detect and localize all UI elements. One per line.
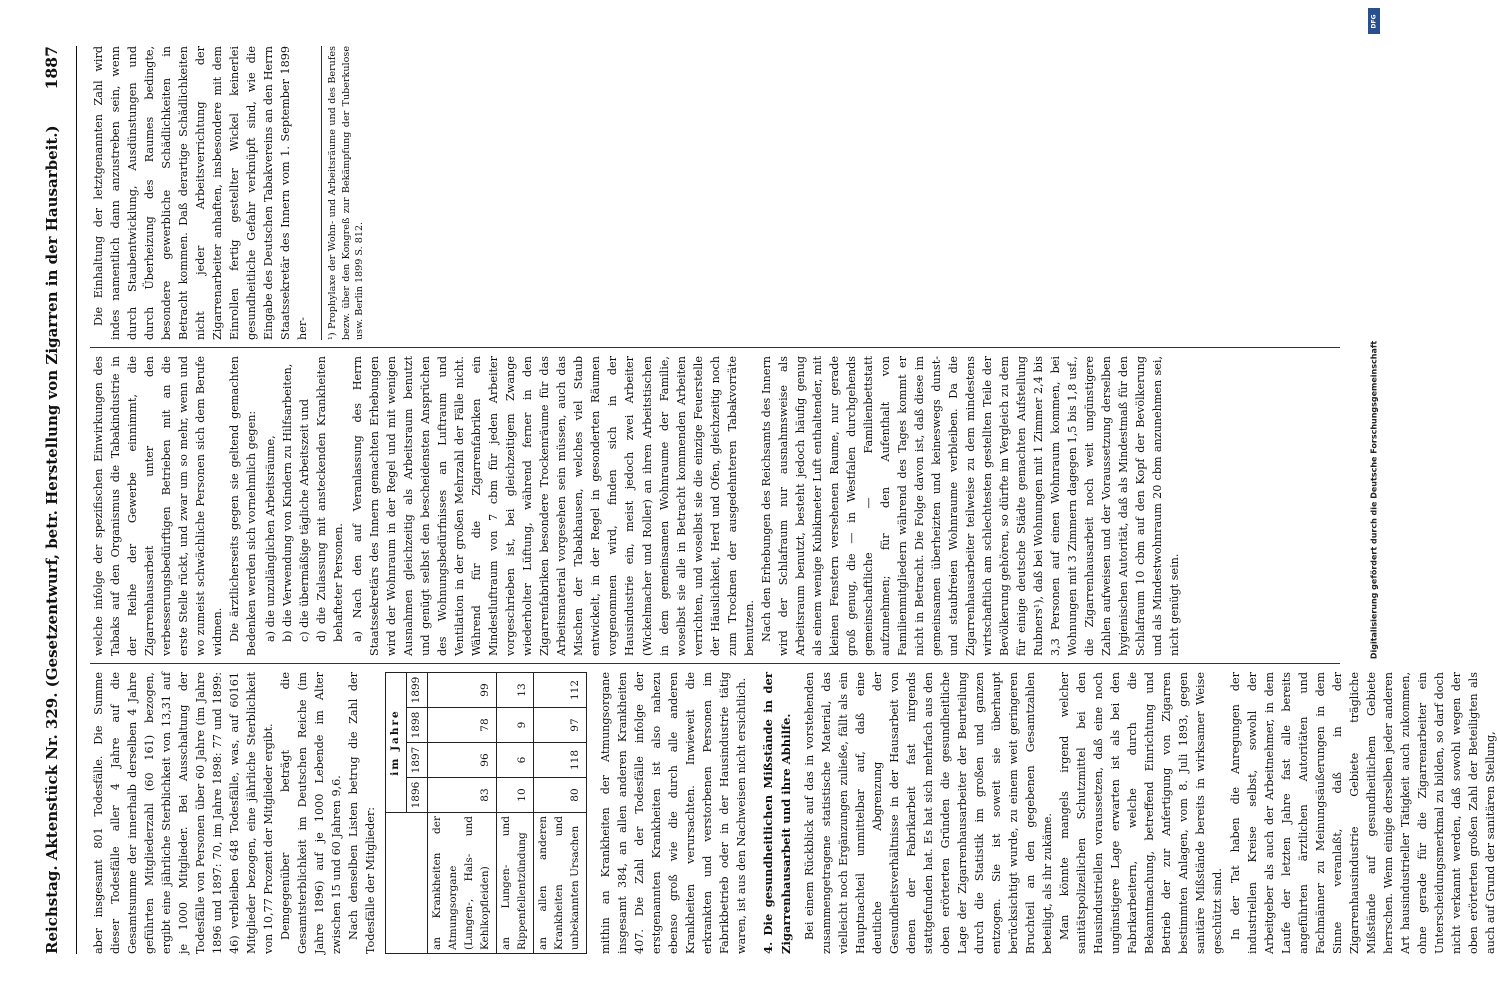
objection-list	[262, 356, 347, 642]
cell: 80	[533, 778, 586, 813]
list-item: d) die Zulassung mit ansteckenden Krankheiten behafteter Personen.	[315, 356, 346, 642]
list-item: c) die übermäßige tägliche Arbeitszeit und	[298, 399, 312, 642]
cell: 13	[496, 673, 533, 708]
paragraph: In der Tat haben die Anregungen der industriellen Kreise selbst, sowohl der Arbeitgeber als auch der Arbeitnehmer, in dem Laufe der letzten Jahre fast alle bereits angeführten ärztlichen Autoritäten und Fachmänner zu Meinungsäußerungen in dem Sinne veranlaßt, daß in der Zigarrenhausindustrie Gebiete trägliche Mißstände auf gesundheitlichem Gebiete herrschen. Wenn einige derselben jeder anderen Art hausindustrieller Tätigkeit auch zukommen, ohne gerade für die Zigarrenarbeiter ein Unterscheidungsmerkmal zu bilden, so darf doch nicht verkannt werden, daß sowohl wegen der oben erörterten großen Zahl der Beteiligten als auch auf Grund der sanitären Stellung,	[1228, 672, 1497, 954]
paragraph: Die Einhaltung der letztgenannten Zahl wird indes namentlich dann anzustreben sein, wenn durch Staubentwicklung, Ausdünstungen und durch Überheizung des Raumes bedingte, besondere gewerbliche Schädlichkeiten in Betracht kommen. Daß derartige Schädlichkeiten nicht jeder Arbeitsverrichtung der Zigarrenarbeiter anhaften, insbesondere mit dem Einrollen fertig gestellter Wickel keinerlei gesundheitliche Gefahr verknüpft sind, wie die Eingabe des Deutschen Tabakvereins an den Herrn Staatssekretär des Innern vom 1. September 1899 her-	[92, 46, 310, 340]
year-header: 1899	[407, 673, 428, 708]
paragraph: mithin an Krankheiten der Atmungsorgane insgesamt 384, an allen anderen Krankheiten 407. Die Zahl der Todesfälle infolge der erstgenannten Krankheiten ist also nahezu ebenso groß wie die durch alle anderen Krankheiten verursachten. Inwieweit die erkrankten und verstorbenen Personen im Fabrikbetrieb oder in der Hausindustrie tätig waren, ist aus den Nachweisen nicht ersichtlich.	[598, 672, 748, 954]
paragraph: Man könnte mangels irgend welcher sanitätspolizeilichen Schutzmittel bei den Hausindustriellen voraussetzen, daß eine noch ungünstigere Lage erwarten ist als bei den Fabrikarbeitern, welche durch die Bekanntmachung, betreffend Einrichtung und Betrieb der zur Anfertigung von Zigarren bestimmten Anlagen, vom 8. Juli 1893, gegen sanitäre Mißstände bereits in wirksamer Weise geschützt sind.	[1058, 672, 1225, 954]
footnote: ¹) Prophylaxe der Wohn- und Arbeitsräume und des Berufes bezw. über den Kongreß zur Bekämpfung der Tuberkulose usw. Berlin 1899 S. 812.	[321, 46, 366, 340]
page-number: 1887	[42, 46, 61, 90]
paragraph: a) Nach den auf Veranlassung des Herrn Staatssekretärs des Innern gemachten Erhebungen wird der Wohnraum in der Regel und mit wenigen Ausnahmen gleichzeitig als Arbeitsraum benutzt und genügt selbst den bescheidensten Ansprüchen des Wohnungsbedürfnisses an Luftraum und Ventilation in der großen Mehrzahl der Fälle nicht. Während für die Zigarrenfabriken ein Mindestluftraum von 7 cbm für jeden Arbeiter vorgeschrieben ist, bei gleichzeitigem Zwange wiederholter Lüftung, während ferner in den Zigarrenfabriken besondere Trockenräume für das Arbeitsmaterial vorgesehen sein müssen, auch das Mischen der Tabakhausen, welches viel Staub entwickelt, in der Regel in gesonderten Räumen vorgenommen wird, finden sich in der Hausindustrie ein, meist jedoch zwei Arbeiter (Wickelmacher und Roller) an ihren Arbeitstischen in dem gemeinsamen Wohnraume der Familie, woselbst sie alle in Betracht kommenden Arbeiten verrichten, und woselbst sie die einzige Feuerstelle der Häuslichkeit, Herd und Ofen, gleichzeitig noch zum Trocknen der ausgedehnteren Tabakvorräte benutzen.	[351, 356, 756, 656]
paragraph: Demgegenüber beträgt die Gesamtsterblichkeit im Deutschen Reiche (im Jahre 1896) auf je 1000 Lebende im Alter zwischen 15 und 60 Jahren 9,6.	[279, 672, 344, 954]
table-row	[428, 673, 497, 954]
column-rule-2	[90, 347, 1340, 348]
year-header: 1896	[407, 778, 428, 813]
cell: 78	[428, 708, 497, 743]
table-row	[533, 673, 586, 954]
mortality-table	[385, 672, 586, 954]
cell: 99	[428, 673, 497, 708]
page-header	[42, 46, 77, 954]
column-3	[90, 46, 1350, 340]
paragraph: Die ärztlicherseits gegen sie geltend gemachten Bedenken werden sich vornehmlich gegen:	[228, 356, 259, 656]
column-1	[90, 672, 1497, 954]
cell: 83	[428, 778, 497, 813]
header-title: Reichstag. Aktenstück Nr. 329. (Gesetzentwurf, betr. Herstellung von Zigarren in der Hausarbeit.)	[43, 125, 61, 954]
table-corner	[386, 813, 428, 954]
digitization-credit: Digitalisierung gefördert durch die Deutsche Forschungsgemeinschaft	[1369, 340, 1379, 660]
list-item: a) die unzulänglichen Arbeitsräume,	[264, 435, 278, 642]
paragraph: Nach den Erhebungen des Reichsamts des Innern wird der Schlafraum nur ausnahmsweise als Arbeitsraum benutzt, besteht jedoch häufig genug als einem wenige Kubikmeter Luft enthaltender, mit kleinen Fenstern versehenen Raume, nur gerade groß genug, die — in Westfalen durchgehends gemeinschaftliche — Familienbettstatt aufzunehmen; für den Aufenthalt von Familienmitgliedern während des Tages kommt er nicht in Betracht. Die Folge davon ist, daß diese im gemeinsamen überheizten und keineswegs dunst- und staubfreien Wohnraume verbleiben. Da die Zigarrenhausarbeiter teilweise zu dem mindestens wirtschaftlich am schlechtesten gestellten Teile der Bevölkerung gehören, so dürfte im Vergleich zu dem für einige deutsche Städte gemachten Aufstellung Rubners¹), daß bei Wohnungen mit 1 Zimmer 2,4 bis 3,3 Personen auf einen Wohnraum kommen, bei Wohnungen mit 3 Zimmern dagegen 1,5 bis 1,8 usf., die Zigarrenhausarbeit noch weit ungünstigere Zahlen aufweisen und der Voraussetzung derselben hygienischen Autorität, daß als Mindestmaß für den Schlafraum 10 cbm auf den Kopf der Bevölkerung und als Mindestwohnraum 20 cbm anzunehmen sei, nicht genügt sein.	[759, 356, 1181, 656]
cell: 97	[533, 708, 586, 743]
row-label: an Krankheiten der Atmungsorgane (Lungen-, Hals- und Kehlkopfleiden)	[428, 813, 497, 954]
paragraph: Bei einem Rückblick auf das in vorstehenden zusammengetragene statistische Material, das vielleicht noch Ergänzungen zuließe, fällt als ein Hauptnachteil unmittelbar auf, daß eine deutliche Abgrenzung der Gesundheitsverhältnisse in der Hausarbeit von denen der Fabrikarbeit fast nirgends stattgefunden hat. Es hat sich mehrfach aus den oben erörterten Gründen die gesundheitliche Lage der Zigarrenhausarbeiter der Beurteilung durch die Statistik im großen und ganzen entzogen. Sie ist soweit sie überhaupt berücksichtigt wurde, zu einem weit geringeren Bruchteil an den gegebenen Gesamtzahlen beteiligt, als ihr zukäme.	[803, 672, 1055, 954]
table-row	[496, 673, 533, 954]
section-heading: 4. Die gesundheitlichen Mißstände in der Zigarrenhausarbeit und ihre Abhilfe.	[760, 672, 793, 954]
column-rule-1	[90, 663, 1340, 664]
cell: 112	[533, 673, 586, 708]
cell: 9	[496, 708, 533, 743]
row-label: an allen anderen Krankheiten und unbekannten Ursachen	[533, 813, 586, 954]
year-header: 1898	[407, 708, 428, 743]
year-header: 1897	[407, 743, 428, 778]
column-2	[90, 356, 1350, 656]
row-label: an Lungen- und Rippenfellentzündung	[496, 813, 533, 954]
dfg-logo	[1368, 8, 1380, 34]
dfg-logo-text: DFG	[1370, 13, 1378, 29]
cell: 6	[496, 743, 533, 778]
paragraph: welche infolge der spezifischen Einwirkungen des Tabaks auf den Organismus die Tabakindustrie in der Reihe der Gewerbe einnimmt, die Zigarrenhausarbeit unter den verbesserungsbedürftigen Betrieben mit an die erste Stelle rückt, und zwar um so mehr, wenn und wo zumeist schwächliche Personen sich dem Berufe widmen.	[92, 356, 225, 656]
list-item: b) die Verwendung von Kindern zu Hilfsarbeiten,	[281, 363, 295, 642]
paragraph: aber insgesamt 801 Todesfälle. Die Summe dieser Todesfälle aller 4 Jahre auf die Gesamtsumme der innerhalb derselben 4 Jahre geführten Mitgliederzahl (60 161) bezogen, ergibt eine jährliche Sterblichkeit von 13,31 auf je 1000 Mitglieder. Bei Ausschaltung der Todesfälle von Personen über 60 Jahre (im Jahre 1896 und 1897: 70, im Jahre 1898: 77 und 1899: 46) verbleiben 648 Todesfälle, was, auf 60161 Mitglieder bezogen, eine jährliche Sterblichkeit von 10,77 Prozent der Mitglieder ergibt.	[92, 672, 276, 954]
cell: 96	[428, 743, 497, 778]
paragraph: Nach denselben Listen betrug die Zahl der Todesfälle der Mitglieder:	[347, 672, 378, 954]
table-group-header: im Jahre	[386, 673, 407, 813]
table-header-row	[386, 673, 407, 954]
cell: 10	[496, 778, 533, 813]
cell: 118	[533, 743, 586, 778]
